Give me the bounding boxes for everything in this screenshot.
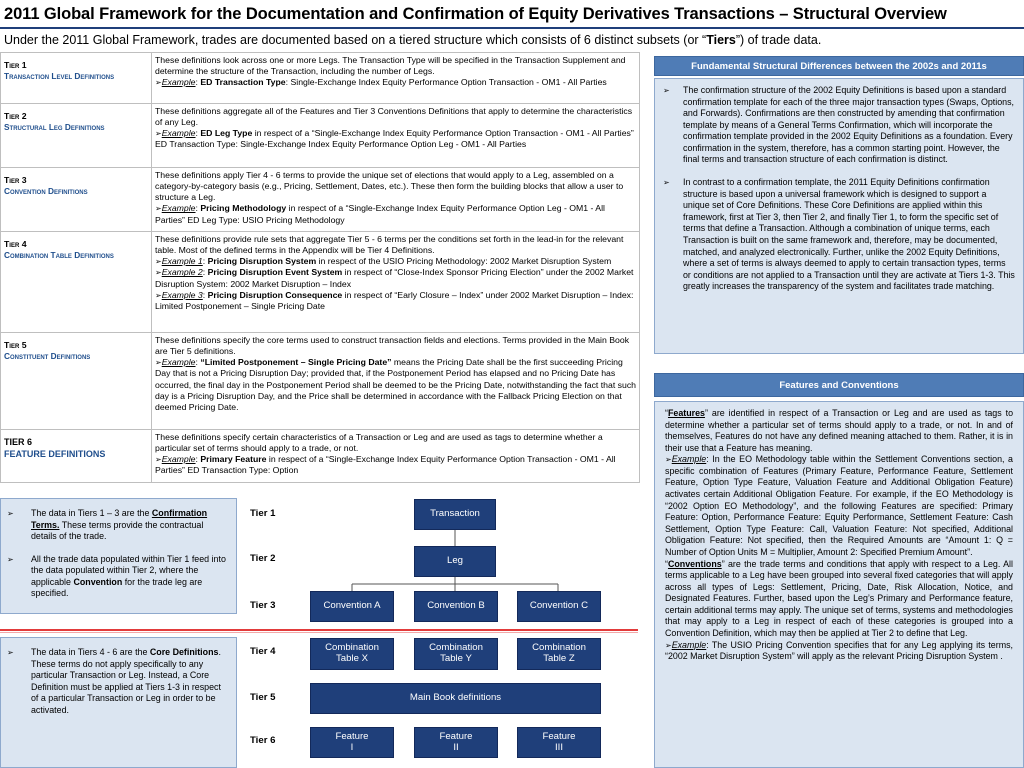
tier-row-4 (1, 232, 640, 333)
tier-subtitle: Constituent Definitions (4, 351, 91, 362)
tier-description: These definitions aggregate all of the Features and Tier 3 Conventions Definitions that apply to determine the characteristics of any Leg. ➢Example: ED Leg Type in respect of a “Single-Exchange Index Equity Performance Option Transaction - OM1 - All Parties” ED Transaction Type: Single-Exchange Index Equity Performance Option Leg - OM1 - All Parties (152, 104, 640, 168)
tier-description: These definitions specify the core terms used to construct transaction fields and elections. Terms provided in the Main Book are Tier 5 definitions. ➢Example: “Limited Postponement – Single Pricing Date” means the Pricing Date shall be the first succeeding Pricing Day that is not a Pricing Disruption Day; provided that, if the Postponement Period has elapsed and no Pricing Date has occurred, the final day in the Postponement Period shall be deemed to be the Pricing Date, notwithstanding the fact that such day is a Pricing Disruption Day, and the Price shall be determined in accordance with the Fallback Pricing Election on that deemed Pricing Date. (152, 333, 640, 430)
diagram-tier-label: Tier 3 (250, 600, 276, 611)
diagram-tier-label: Tier 1 (250, 508, 276, 519)
combination-table-y-box: Combination Table Y (414, 638, 498, 670)
tier-name: TIER 6 (4, 437, 33, 447)
list-item: ➢ The data in Tiers 4 - 6 are the Core Definitions. These terms do not apply specifically to any particular Transaction or Leg. Instead, a Core Definition must be applied at Tiers 1-3 in respect of a particular Transaction or Leg in order to be activated. (7, 647, 221, 715)
differences-panel-header: Fundamental Structural Differences between the 2002s and 2011s (654, 56, 1024, 76)
tier-row-3 (1, 168, 640, 232)
differences-panel (654, 78, 1024, 354)
tier-row-1 (1, 53, 640, 104)
features-panel-header: Features and Conventions (654, 373, 1024, 397)
list-item: ➢ The data in Tiers 1 – 3 are the Confirmation Terms. These terms provide the contractual details of the trade. (7, 508, 208, 542)
tier-description: These definitions look across one or more Legs. The Transaction Type will be specified in the Transaction Supplement and determine the structure of the Transaction, including the number of Legs. ➢Example: ED Transaction Type: Single-Exchange Index Equity Performance Option Transaction - OM1 - All Parties (152, 53, 640, 104)
tier-name: Tier 4 (4, 239, 27, 249)
arrow-bullet-icon: ➢ (155, 129, 162, 139)
tier-description: These definitions provide rule sets that aggregate Tier 5 - 6 terms per the conditions set forth in the lead-in for the relevant table. Most of the defined terms in the Appendix will be Tier 4 Definitions. ➢Example 1: Pricing Disruption System in respect of the USIO Pricing Methodology: 2002 Market Disruption System ➢Example 2: Pricing Disruption Event System in respect of “Close-Index Sponsor Pricing Election” under the 2002 Market Disruption System: 2002 Market Disruption – Index ➢Example 3: Pricing Disruption Consequence in respect of “Early Closure – Index” under 2002 Market Disruption – Index: Limited Postponement – Single Pricing Date (152, 232, 640, 333)
tier-subtitle: Convention Definitions (4, 186, 88, 197)
tier-name: Tier 2 (4, 111, 27, 121)
tier-description: These definitions apply Tier 4 - 6 terms to provide the unique set of elections that would apply to a Leg, assembled on a category-by-category basis (e.g., Pricing, Settlement, Dates, etc.). These then form the building blocks that allow a user to structure a Leg. ➢Example: Pricing Methodology in respect of a “Single-Exchange Index Equity Performance Option Leg - OM1 - All Parties” ED Leg Type: USIO Pricing Methodology (152, 168, 640, 232)
features-panel (654, 401, 1024, 768)
tier-subtitle: Transaction Level Definitions (4, 71, 115, 82)
red-divider-shadow (0, 632, 638, 633)
feature-ii-box: Feature II (414, 727, 498, 758)
title-rule (0, 27, 1024, 29)
confirmation-terms-note (0, 498, 237, 614)
arrow-bullet-icon: ➢ (7, 554, 14, 564)
feature-iii-box: Feature III (517, 727, 601, 758)
arrow-bullet-icon: ➢ (663, 86, 670, 95)
arrow-bullet-icon: ➢ (663, 178, 670, 188)
diagram-tier-label: Tier 4 (250, 646, 276, 657)
list-item: ➢ The confirmation structure of the 2002 Equity Definitions is based upon a standard confirmation template for each of the three major transaction types (Swaps, Options, and Forwards). Confirmations are then constructed by amending that confirmation template by means of a General Terms Confirmation, which will incorporate the confirmation template provided in the 2002 Equity Definitions as a foundation. Every confirmation in the system, therefore, has a common starting point. However, the final terms and transaction structure of each confirmation is distinct. (663, 85, 1015, 165)
arrow-bullet-icon: ➢ (665, 640, 672, 650)
arrow-bullet-icon: ➢ (665, 455, 672, 465)
arrow-bullet-icon: ➢ (155, 358, 162, 368)
tier-name: Tier 5 (4, 340, 27, 350)
list-item: ➢ In contrast to a confirmation template, the 2011 Equity Definitions confirmation structure is based upon a universal framework which is designed to support a unique set of Core Definitions. These Core Definitions are applied within this framework, first at Tier 3, then Tier 2, and finally Tier 1, to form the specific set of terms that define a Transaction. Although a combination of unique terms, each Transaction is built on the same framework and, therefore, may be documented, matched, and analyzed electronically. Further, unlike the 2002 Equity Definitions, where a set of terms is always deemed to apply to certain transaction types, terms or conditions are not applied to a Transaction until they are activate at Tiers 1-3. This greatly increases the transparency of the system and facilitates trade matching. (663, 177, 1015, 292)
combination-table-x-box: Combination Table X (310, 638, 394, 670)
convention-a-box: Convention A (310, 591, 394, 622)
tier-name: Tier 1 (4, 60, 27, 70)
page-title: 2011 Global Framework for the Documentation and Confirmation of Equity Derivatives Transactions – Structural Overview (4, 5, 947, 23)
diagram-tier-label: Tier 6 (250, 735, 276, 746)
arrow-bullet-icon: ➢ (155, 257, 162, 267)
feature-i-box: Feature I (310, 727, 394, 758)
arrow-bullet-icon: ➢ (155, 204, 162, 214)
arrow-bullet-icon: ➢ (155, 268, 162, 278)
tier-subtitle: Structural Leg Definitions (4, 122, 105, 133)
arrow-bullet-icon: ➢ (155, 78, 162, 88)
diagram-tier-label: Tier 2 (250, 553, 276, 564)
tier-row-2 (1, 104, 640, 168)
convention-b-box: Convention B (414, 591, 498, 622)
diagram-tier-label: Tier 5 (250, 692, 276, 703)
tier-name: Tier 3 (4, 175, 27, 185)
core-definitions-note (0, 637, 237, 768)
page-subtitle: Under the 2011 Global Framework, trades are documented based on a tiered structure which consists of 6 distinct subsets (or “Tiers”) of trade data. (4, 33, 822, 47)
tier-row-6 (1, 430, 640, 483)
features-paragraph: “Features” are identified in respect of a Transaction or Leg and are used as tags to determine whether a particular set of terms should apply to a trade, or not. In and of themselves, Features do not have any defined meaning attached to them. Rather, it is in their use that a Feature has meaning. ➢Example: In the EO Methodology table within the Settlement Conventions section, a specific combination of Features (Primary Feature, Performance Feature, Settlement Feature, Option Type Feature, Valuation Feature and Additional Obligation Feature) activates certain Additional Obligation Feature. For example, if the EO Methodology is “2002 Option EO Methodology”, and the following Features are specified: Primary Feature: Option, Performance Feature: Equity Performance, Settlement Feature: Cash Settlement, Option Type Feature: Call, Valuation Feature: Not specified, Additional Obligation Feature: Not specified, then the Required Amounts are “Amount 1: Q = Number of Option Units M = Multiplier, Amount 2: Specified Premium Amount”. “Conventions” are the trade terms and conditions that apply with respect to a Leg. All terms applicable to a Leg have been grouped into several fixed categories that will apply across all types of Legs: Settlement, Pricing, Date, Risk Allocation, Notice, and Designated Features. Further, based upon the Leg’s Primary and Performance feature, certain additional terms may apply. The unique set of terms, systems and methodologies that may apply to a Leg in respect of each of these categories is grouped into a Convention Definition, which may then be applied at Tier 2 to define that Leg. ➢Example: The USIO Pricing Convention specifies that for any Leg applying its terms, “2002 Market Disruption System” will apply as the relevant Pricing Disruption System . (665, 408, 1014, 662)
tiers-table (0, 52, 640, 483)
tier-subtitle: Combination Table Definitions (4, 250, 114, 261)
main-book-definitions-box: Main Book definitions (310, 683, 601, 714)
arrow-bullet-icon: ➢ (155, 290, 162, 300)
tier-description: These definitions specify certain characteristics of a Transaction or Leg and are used as tags to determine whether a particular set of terms should apply to a trade, or not. ➢Example: Primary Feature in respect of a “Single-Exchange Index Equity Performance Option Transaction - OM1 - All Parties” ED Transaction Type: Option (152, 430, 640, 483)
list-item: ➢ All the trade data populated within Tier 1 feed into the data populated within Tier 2, where the applicable Convention for the trade leg are specified. (7, 553, 226, 599)
tier-row-5 (1, 333, 640, 430)
convention-c-box: Convention C (517, 591, 601, 622)
arrow-bullet-icon: ➢ (7, 648, 14, 657)
arrow-bullet-icon: ➢ (7, 509, 14, 518)
arrow-bullet-icon: ➢ (155, 455, 162, 465)
leg-box: Leg (414, 546, 496, 577)
tier-subtitle: FEATURE DEFINITIONS (4, 448, 106, 459)
transaction-box: Transaction (414, 499, 496, 530)
combination-table-z-box: Combination Table Z (517, 638, 601, 670)
red-divider (0, 629, 638, 631)
